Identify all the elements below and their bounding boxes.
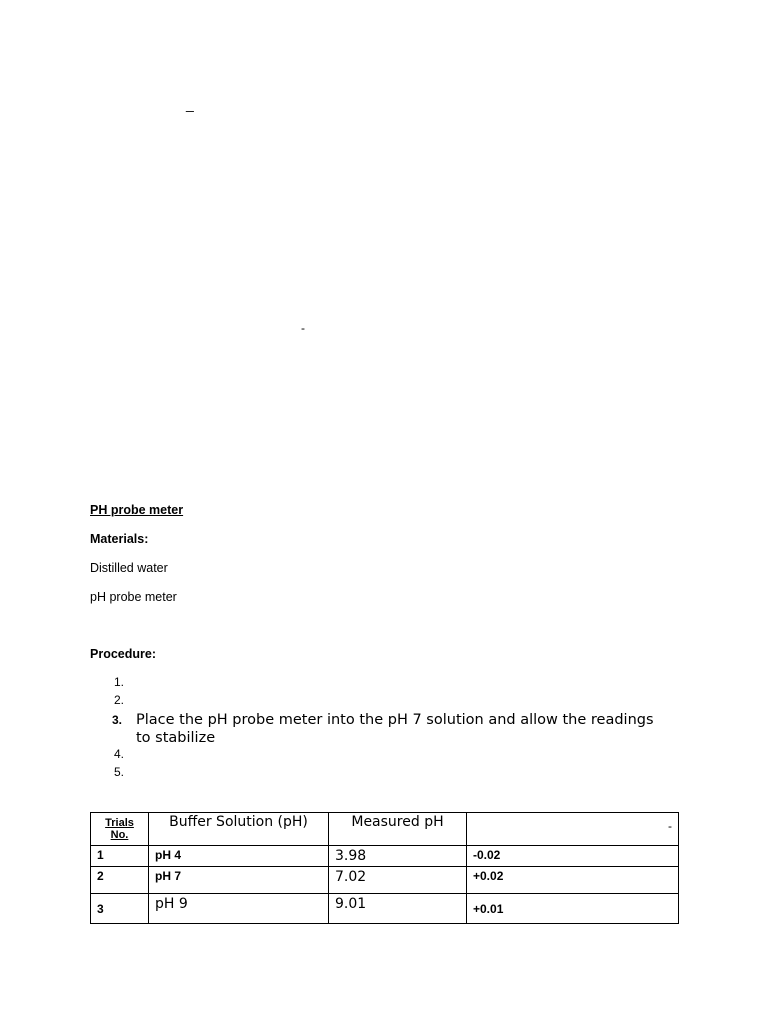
- table-cell: 9.01: [329, 894, 467, 924]
- table-cell: +0.01: [467, 894, 679, 924]
- results-table: [90, 812, 679, 924]
- table-row: [91, 894, 679, 924]
- procedure-heading: Procedure:: [90, 647, 156, 661]
- material-item: Distilled water: [90, 561, 168, 575]
- step-number: 4.: [114, 747, 125, 761]
- step-number: 2.: [114, 693, 125, 707]
- table-row: [91, 867, 679, 894]
- header-cell: -: [467, 813, 679, 846]
- table-cell: 3.98: [329, 846, 467, 867]
- step-number: 5.: [114, 765, 125, 779]
- table-cell: pH 9: [149, 894, 329, 924]
- stray-mark: _: [186, 96, 194, 112]
- table-header-row: [91, 813, 679, 846]
- table-cell: pH 7: [149, 867, 329, 894]
- header-cell: Buffer Solution (pH): [149, 813, 329, 846]
- step-item: [90, 675, 670, 693]
- step-number: 3.: [112, 713, 123, 727]
- header-cell: Measured pH: [329, 813, 467, 846]
- step-item: [90, 765, 670, 783]
- table-cell: pH 4: [149, 846, 329, 867]
- stray-mark: -: [301, 321, 305, 335]
- table-cell: 2: [91, 867, 149, 894]
- table-cell: 7.02: [329, 867, 467, 894]
- table-row: [91, 846, 679, 867]
- material-item: pH probe meter: [90, 590, 177, 604]
- materials-heading: Materials:: [90, 532, 149, 546]
- table-cell: 1: [91, 846, 149, 867]
- step-item: [90, 747, 670, 765]
- procedure-steps: [90, 675, 670, 783]
- table-cell: +0.02: [467, 867, 679, 894]
- step-item: [90, 693, 670, 711]
- section-title: PH probe meter: [90, 503, 184, 517]
- step-text: Place the pH probe meter into the pH 7 solution and allow the readings to stabilize: [136, 712, 654, 746]
- step-number: 1.: [114, 675, 125, 689]
- header-cell: Trials No.: [91, 813, 149, 846]
- step-item: [90, 711, 670, 747]
- table-cell: 3: [91, 894, 149, 924]
- table-cell: -0.02: [467, 846, 679, 867]
